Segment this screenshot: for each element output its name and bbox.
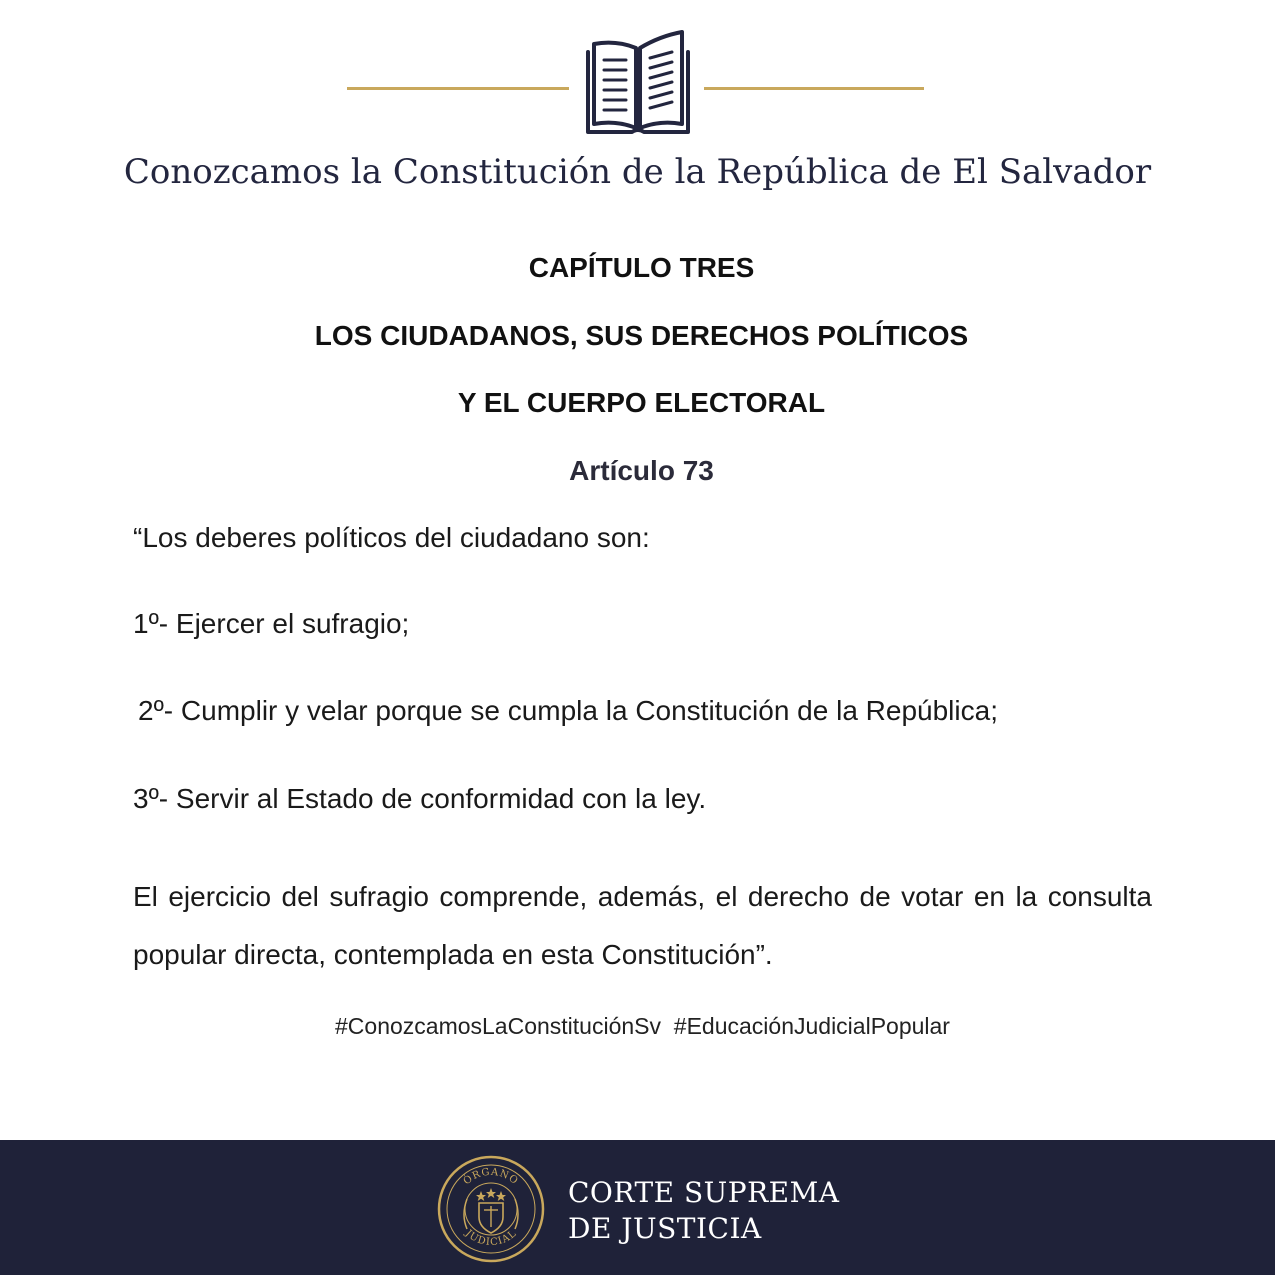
list-item: 1º- Ejercer el sufragio; — [133, 608, 410, 639]
section-title-line1: LOS CIUDADANOS, SUS DERECHOS POLÍTICOS — [314, 320, 969, 351]
closing-line-2: popular directa, contemplada en esta Constitución”. — [133, 939, 773, 970]
seal-text-bottom: JUDICIAL — [462, 1227, 520, 1249]
hashtags: #ConozcamosLaConstituciónSv #EducaciónJudicialPopular — [335, 1013, 950, 1039]
intro-paragraph: “Los deberes políticos del ciudadano son: — [133, 522, 650, 553]
closing-line-1: El ejercicio del sufragio comprende, además, el derecho de votar en la consulta — [133, 881, 1152, 912]
footer-band — [0, 1140, 1275, 1275]
organization-name — [568, 1175, 840, 1247]
article-heading: Artículo 73 — [569, 455, 714, 486]
chapter-heading: CAPÍTULO TRES — [528, 252, 755, 283]
closing-paragraph — [133, 868, 1152, 984]
open-book-icon — [582, 28, 694, 136]
header-rule-left — [347, 87, 569, 90]
header-rule-right — [704, 87, 924, 90]
org-name-line1: CORTE SUPREMA — [568, 1176, 840, 1209]
site-title: Conozcamos la Constitución de la República de El Salvador — [123, 152, 1152, 192]
seal-text-top: ÓRGANO — [461, 1166, 521, 1188]
organo-judicial-seal-icon — [437, 1155, 545, 1263]
org-name-line2: DE JUSTICIA — [568, 1212, 762, 1245]
list-item: 2º- Cumplir y velar porque se cumpla la Constitución de la República; — [138, 695, 998, 726]
section-title-line2: Y EL CUERPO ELECTORAL — [457, 387, 826, 418]
list-item: 3º- Servir al Estado de conformidad con la ley. — [133, 783, 707, 814]
